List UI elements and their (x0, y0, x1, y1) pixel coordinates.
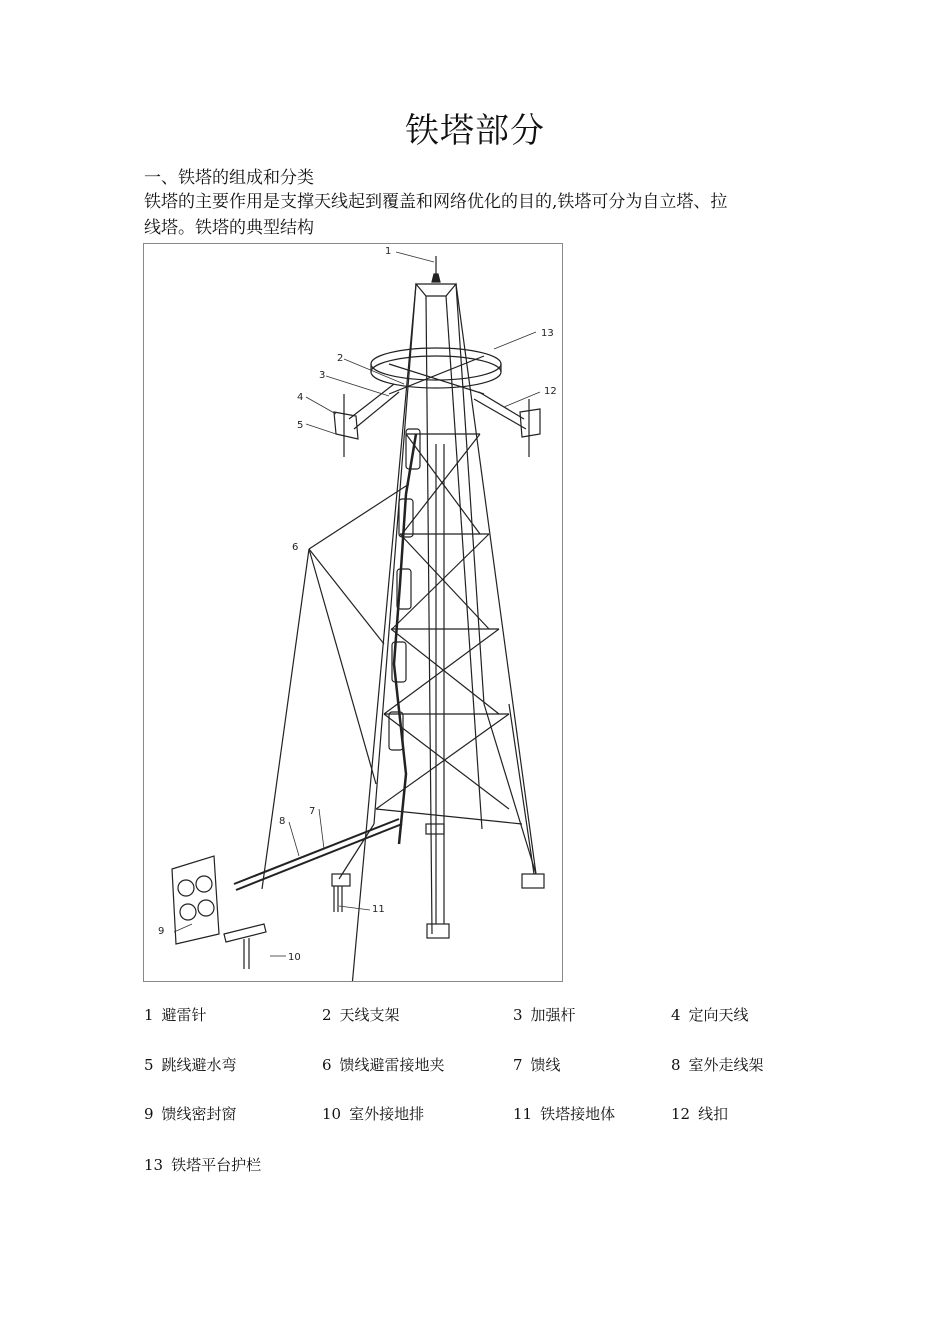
feeder-window (172, 856, 219, 944)
outdoor-cable-tray (234, 819, 399, 884)
legend-item-8: 8 室外走线架 (671, 1056, 764, 1074)
legend-item-6: 6 馈线避雷接地夹 (322, 1056, 445, 1074)
legend-item-10: 10 室外接地排 (322, 1105, 425, 1123)
legend-item-12: 12 线扣 (671, 1105, 729, 1123)
ground-bar (224, 924, 266, 942)
callout-3: 3 (319, 370, 326, 381)
legend-item-5: 5 跳线避水弯 (144, 1056, 237, 1074)
legend-item-11: 11 铁塔接地体 (513, 1105, 616, 1123)
section-heading: 一、铁塔的组成和分类 (144, 168, 314, 188)
page-title: 铁塔部分 (405, 111, 545, 151)
tower-top-cap (416, 284, 456, 296)
callout-13: 13 (541, 328, 554, 339)
directional-antenna-right (520, 409, 540, 437)
callout-7: 7 (309, 806, 316, 817)
callout-9: 9 (158, 926, 165, 937)
legend-item-1: 1 避雷针 (144, 1006, 207, 1024)
callout-4: 4 (297, 392, 304, 403)
legend-item-9: 9 馈线密封窗 (144, 1105, 237, 1123)
footing-center (427, 924, 449, 938)
callout-12: 12 (544, 386, 557, 397)
footing-right (522, 874, 544, 888)
tower-structure-figure (143, 243, 563, 982)
callout-10: 10 (288, 952, 301, 963)
callout-1: 1 (385, 246, 392, 257)
legend-item-13: 13 铁塔平台护栏 (144, 1156, 262, 1174)
legend-item-2: 2 天线支架 (322, 1006, 400, 1024)
tower-diagram (144, 244, 562, 981)
callout-5: 5 (297, 420, 304, 431)
guy-wire-lower (262, 549, 309, 889)
callout-11: 11 (372, 904, 385, 915)
callout-2: 2 (337, 353, 344, 364)
paragraph-line-2: 线塔。铁塔的典型结构 (144, 218, 314, 238)
legend-item-4: 4 定向天线 (671, 1006, 749, 1024)
legend-item-3: 3 加强杆 (513, 1006, 576, 1024)
guy-wire-upper (309, 484, 409, 549)
paragraph-line-1: 铁塔的主要作用是支撑天线起到覆盖和网络优化的目的,铁塔可分为自立塔、拉 (144, 192, 728, 212)
tower-leg-front (426, 296, 432, 934)
directional-antenna-left (334, 412, 358, 439)
legend-item-7: 7 馈线 (513, 1056, 561, 1074)
tower-leg-right (456, 284, 536, 874)
callout-8: 8 (279, 816, 286, 827)
footing-back (426, 824, 444, 834)
callout-6: 6 (292, 542, 299, 553)
